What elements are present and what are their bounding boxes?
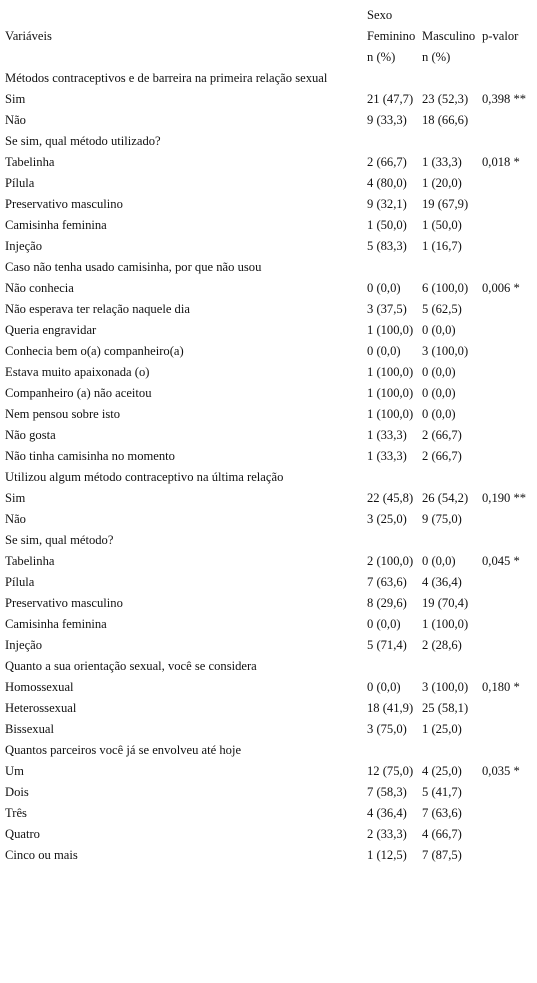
cell-feminino: 1 (33,3) [367,428,407,442]
row-label: Pílula [5,176,35,190]
cell-p-valor: 0,006 * [482,281,520,295]
cell-masculino: 19 (70,4) [422,596,469,610]
cell-masculino: 19 (67,9) [422,197,469,211]
table-row [5,593,535,614]
row-label: Companheiro (a) não aceitou [5,386,152,400]
cell-feminino: 12 (75,0) [367,764,414,778]
table-row [5,152,535,173]
cell-feminino: 2 (33,3) [367,827,407,841]
row-label: Nem pensou sobre isto [5,407,121,421]
table-row [5,173,535,194]
cell-masculino: 3 (100,0) [422,344,469,358]
cell-masculino: 3 (100,0) [422,680,469,694]
cell-masculino: 0 (0,0) [422,407,456,421]
row-label: Injeção [5,239,43,253]
row-label: Não conhecia [5,281,74,295]
cell-p-valor: 0,398 ** [482,92,527,106]
cell-feminino: 3 (37,5) [367,302,407,316]
cell-feminino: 22 (45,8) [367,491,414,505]
table-row [5,194,535,215]
table-row [5,236,535,257]
cell-masculino: 25 (58,1) [422,701,469,715]
row-label: Quanto a sua orientação sexual, você se considera [5,659,257,673]
table-row [5,551,535,572]
cell-feminino: 1 (12,5) [367,848,407,862]
row-label: Camisinha feminina [5,617,107,631]
cell-masculino: 0 (0,0) [422,554,456,568]
cell-masculino: 2 (66,7) [422,449,462,463]
table-row [5,383,535,404]
table-row [5,719,535,740]
cell-feminino: 3 (25,0) [367,512,407,526]
table-row [5,278,535,299]
cell-feminino: 8 (29,6) [367,596,407,610]
header-unit-feminino: n (%) [367,50,396,64]
table-row [5,404,535,425]
table-row [5,89,535,110]
cell-masculino: 18 (66,6) [422,113,469,127]
cell-masculino: 0 (0,0) [422,365,456,379]
row-label: Tabelinha [5,554,55,568]
table-row [5,803,535,824]
cell-p-valor: 0,190 ** [482,491,527,505]
section-heading-row [5,68,535,89]
table-row [5,572,535,593]
row-label: Não [5,512,26,526]
cell-feminino: 0 (0,0) [367,680,401,694]
header-group-sexo: Sexo [367,8,393,22]
table-row [5,782,535,803]
cell-p-valor: 0,045 * [482,554,520,568]
row-label: Caso não tenha usado camisinha, por que não usou [5,260,262,274]
section-heading-row [5,740,535,761]
cell-masculino: 23 (52,3) [422,92,469,106]
row-label: Preservativo masculino [5,596,123,610]
row-label: Sim [5,92,26,106]
header-unit-masculino: n (%) [422,50,451,64]
cell-masculino: 1 (33,3) [422,155,462,169]
table-row [5,677,535,698]
row-label: Não gosta [5,428,56,442]
cell-masculino: 7 (87,5) [422,848,462,862]
row-label: Cinco ou mais [5,848,78,862]
row-label: Preservativo masculino [5,197,123,211]
cell-feminino: 4 (80,0) [367,176,407,190]
header-feminino: Feminino [367,29,416,43]
results-table [5,5,535,866]
row-label: Bissexual [5,722,54,736]
table-row [5,614,535,635]
table-row [5,509,535,530]
table-row [5,635,535,656]
table-row [5,362,535,383]
cell-feminino: 0 (0,0) [367,617,401,631]
row-label: Um [5,764,24,778]
section-heading-row [5,257,535,278]
row-label: Camisinha feminina [5,218,107,232]
row-label: Utilizou algum método contraceptivo na última relação [5,470,284,484]
row-label: Sim [5,491,26,505]
cell-feminino: 4 (36,4) [367,806,407,820]
section-heading-row [5,656,535,677]
cell-masculino: 7 (63,6) [422,806,462,820]
header-p-valor: p-valor [482,29,519,43]
cell-masculino: 1 (100,0) [422,617,469,631]
cell-masculino: 5 (41,7) [422,785,462,799]
row-label: Heterossexual [5,701,77,715]
cell-masculino: 1 (25,0) [422,722,462,736]
cell-masculino: 0 (0,0) [422,386,456,400]
cell-feminino: 1 (50,0) [367,218,407,232]
row-label: Homossexual [5,680,74,694]
row-label: Quatro [5,827,40,841]
row-label: Não tinha camisinha no momento [5,449,175,463]
row-label: Queria engravidar [5,323,97,337]
cell-masculino: 4 (36,4) [422,575,462,589]
section-heading-row [5,530,535,551]
cell-feminino: 2 (66,7) [367,155,407,169]
table-row [5,110,535,131]
row-label: Conhecia bem o(a) companheiro(a) [5,344,184,358]
row-label: Dois [5,785,29,799]
table-row [5,320,535,341]
cell-p-valor: 0,035 * [482,764,520,778]
table-row [5,425,535,446]
cell-feminino: 5 (71,4) [367,638,407,652]
header-masculino: Masculino [422,29,476,43]
section-heading-row [5,467,535,488]
row-label: Métodos contraceptivos e de barreira na primeira relação sexual [5,71,328,85]
cell-feminino: 18 (41,9) [367,701,414,715]
row-label: Injeção [5,638,43,652]
table-row [5,488,535,509]
cell-masculino: 4 (25,0) [422,764,462,778]
table-row [5,299,535,320]
cell-masculino: 4 (66,7) [422,827,462,841]
header-row-columns [5,26,535,47]
cell-feminino: 9 (32,1) [367,197,407,211]
row-label: Quantos parceiros você já se envolveu até hoje [5,743,242,757]
table-row [5,341,535,362]
row-label: Tabelinha [5,155,55,169]
cell-feminino: 7 (63,6) [367,575,407,589]
table-row [5,824,535,845]
cell-feminino: 7 (58,3) [367,785,407,799]
cell-p-valor: 0,180 * [482,680,520,694]
row-label: Pílula [5,575,35,589]
section-heading-row [5,131,535,152]
row-label: Três [5,806,27,820]
cell-masculino: 1 (20,0) [422,176,462,190]
cell-feminino: 1 (100,0) [367,323,414,337]
cell-feminino: 1 (100,0) [367,386,414,400]
row-label: Se sim, qual método? [5,533,114,547]
row-label: Não [5,113,26,127]
header-variable-label: Variáveis [5,29,52,43]
cell-p-valor: 0,018 * [482,155,520,169]
table-row [5,698,535,719]
row-label: Não esperava ter relação naquele dia [5,302,190,316]
cell-feminino: 21 (47,7) [367,92,414,106]
cell-feminino: 1 (33,3) [367,449,407,463]
row-label: Estava muito apaixonada (o) [5,365,150,379]
header-row-units [5,47,535,68]
cell-masculino: 9 (75,0) [422,512,462,526]
row-label: Se sim, qual método utilizado? [5,134,161,148]
cell-feminino: 0 (0,0) [367,344,401,358]
table-row [5,761,535,782]
cell-masculino: 5 (62,5) [422,302,462,316]
cell-feminino: 5 (83,3) [367,239,407,253]
cell-masculino: 2 (28,6) [422,638,462,652]
cell-feminino: 3 (75,0) [367,722,407,736]
cell-feminino: 9 (33,3) [367,113,407,127]
table-row [5,845,535,866]
cell-feminino: 1 (100,0) [367,407,414,421]
table-row [5,215,535,236]
cell-feminino: 0 (0,0) [367,281,401,295]
cell-masculino: 1 (16,7) [422,239,462,253]
cell-masculino: 1 (50,0) [422,218,462,232]
cell-masculino: 6 (100,0) [422,281,469,295]
cell-masculino: 26 (54,2) [422,491,469,505]
header-row-group [5,5,535,26]
table-row [5,446,535,467]
table-body [5,68,535,866]
cell-masculino: 0 (0,0) [422,323,456,337]
cell-masculino: 2 (66,7) [422,428,462,442]
cell-feminino: 2 (100,0) [367,554,414,568]
cell-feminino: 1 (100,0) [367,365,414,379]
